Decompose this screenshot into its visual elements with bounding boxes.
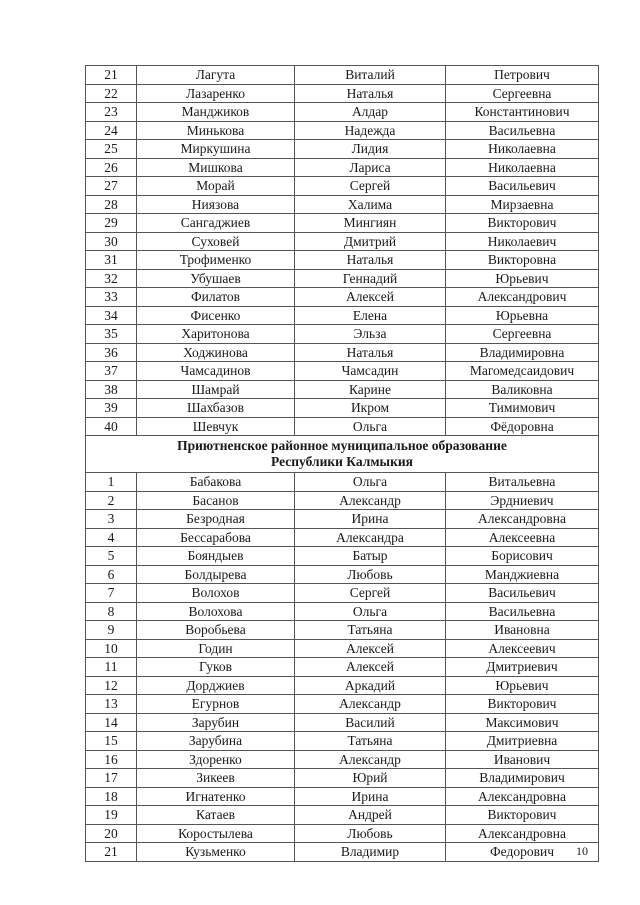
- first-name-cell: Наталья: [295, 251, 446, 270]
- patronymic-cell: Васильевна: [446, 121, 599, 140]
- patronymic-cell: Константинович: [446, 103, 599, 122]
- table-row: [86, 824, 599, 843]
- last-name-cell: Зарубин: [137, 713, 295, 732]
- first-name-cell: Наталья: [295, 343, 446, 362]
- row-number-cell: 3: [86, 510, 137, 529]
- row-number-cell: 29: [86, 214, 137, 233]
- patronymic-cell: Александровна: [446, 787, 599, 806]
- table-row: [86, 158, 599, 177]
- table-row: [86, 473, 599, 492]
- first-name-cell: Лариса: [295, 158, 446, 177]
- row-number-cell: 20: [86, 824, 137, 843]
- patronymic-cell: Валиковна: [446, 380, 599, 399]
- patronymic-cell: Юрьевна: [446, 306, 599, 325]
- last-name-cell: Зикеев: [137, 769, 295, 788]
- row-number-cell: 11: [86, 658, 137, 677]
- last-name-cell: Здоренко: [137, 750, 295, 769]
- table-row: [86, 843, 599, 862]
- table-row: [86, 288, 599, 307]
- row-number-cell: 19: [86, 806, 137, 825]
- row-number-cell: 22: [86, 84, 137, 103]
- last-name-cell: Безродная: [137, 510, 295, 529]
- last-name-cell: Шахбазов: [137, 399, 295, 418]
- table-row: [86, 177, 599, 196]
- first-name-cell: Ирина: [295, 510, 446, 529]
- last-name-cell: Катаев: [137, 806, 295, 825]
- first-name-cell: Икром: [295, 399, 446, 418]
- rows-after-section: [86, 473, 599, 862]
- first-name-cell: Дмитрий: [295, 232, 446, 251]
- table-row: [86, 195, 599, 214]
- first-name-cell: Эльза: [295, 325, 446, 344]
- last-name-cell: Сангаджиев: [137, 214, 295, 233]
- row-number-cell: 34: [86, 306, 137, 325]
- table-row: [86, 510, 599, 529]
- table-row: [86, 676, 599, 695]
- patronymic-cell: Васильевич: [446, 584, 599, 603]
- last-name-cell: Лагута: [137, 66, 295, 85]
- rows-before-section: [86, 66, 599, 436]
- table-row: [86, 362, 599, 381]
- table-row: [86, 121, 599, 140]
- first-name-cell: Ирина: [295, 787, 446, 806]
- last-name-cell: Бабакова: [137, 473, 295, 492]
- table-row: [86, 713, 599, 732]
- row-number-cell: 37: [86, 362, 137, 381]
- table-row: [86, 602, 599, 621]
- section-header-group: [86, 436, 599, 473]
- last-name-cell: Харитонова: [137, 325, 295, 344]
- patronymic-cell: Александровна: [446, 824, 599, 843]
- last-name-cell: Ниязова: [137, 195, 295, 214]
- section-header-cell: [86, 436, 599, 473]
- patronymic-cell: Максимович: [446, 713, 599, 732]
- first-name-cell: Виталий: [295, 66, 446, 85]
- row-number-cell: 24: [86, 121, 137, 140]
- patronymic-cell: Владимировна: [446, 343, 599, 362]
- row-number-cell: 40: [86, 417, 137, 436]
- first-name-cell: Елена: [295, 306, 446, 325]
- table-row: [86, 66, 599, 85]
- roster-table: [85, 65, 599, 862]
- section-header-row: [86, 436, 599, 473]
- table-row: [86, 84, 599, 103]
- last-name-cell: Бессарабова: [137, 528, 295, 547]
- table-row: [86, 621, 599, 640]
- patronymic-cell: Дмитриевич: [446, 658, 599, 677]
- first-name-cell: Татьяна: [295, 621, 446, 640]
- last-name-cell: Егурнов: [137, 695, 295, 714]
- section-title-line1: Приютненское районное муниципальное образование: [177, 438, 507, 453]
- patronymic-cell: Алексеевич: [446, 639, 599, 658]
- row-number-cell: 4: [86, 528, 137, 547]
- table-row: [86, 787, 599, 806]
- patronymic-cell: Викторович: [446, 695, 599, 714]
- table-row: [86, 343, 599, 362]
- last-name-cell: Болдырева: [137, 565, 295, 584]
- row-number-cell: 10: [86, 639, 137, 658]
- first-name-cell: Сергей: [295, 177, 446, 196]
- first-name-cell: Юрий: [295, 769, 446, 788]
- row-number-cell: 39: [86, 399, 137, 418]
- patronymic-cell: Николаевна: [446, 140, 599, 159]
- patronymic-cell: Ивановна: [446, 621, 599, 640]
- patronymic-cell: Николаевич: [446, 232, 599, 251]
- row-number-cell: 23: [86, 103, 137, 122]
- last-name-cell: Минькова: [137, 121, 295, 140]
- row-number-cell: 5: [86, 547, 137, 566]
- first-name-cell: Алдар: [295, 103, 446, 122]
- last-name-cell: Трофименко: [137, 251, 295, 270]
- row-number-cell: 18: [86, 787, 137, 806]
- patronymic-cell: Эрдниевич: [446, 491, 599, 510]
- last-name-cell: Манджиков: [137, 103, 295, 122]
- row-number-cell: 2: [86, 491, 137, 510]
- first-name-cell: Чамсадин: [295, 362, 446, 381]
- row-number-cell: 7: [86, 584, 137, 603]
- last-name-cell: Дорджиев: [137, 676, 295, 695]
- first-name-cell: Татьяна: [295, 732, 446, 751]
- first-name-cell: Карине: [295, 380, 446, 399]
- last-name-cell: Волохов: [137, 584, 295, 603]
- table-row: [86, 251, 599, 270]
- last-name-cell: Фисенко: [137, 306, 295, 325]
- first-name-cell: Сергей: [295, 584, 446, 603]
- table-row: [86, 140, 599, 159]
- table-row: [86, 639, 599, 658]
- first-name-cell: Ольга: [295, 602, 446, 621]
- row-number-cell: 26: [86, 158, 137, 177]
- patronymic-cell: Юрьевич: [446, 269, 599, 288]
- row-number-cell: 33: [86, 288, 137, 307]
- first-name-cell: Алексей: [295, 288, 446, 307]
- last-name-cell: Зарубина: [137, 732, 295, 751]
- last-name-cell: Суховей: [137, 232, 295, 251]
- first-name-cell: Александр: [295, 695, 446, 714]
- table-row: [86, 325, 599, 344]
- first-name-cell: Владимир: [295, 843, 446, 862]
- table-row: [86, 750, 599, 769]
- patronymic-cell: Алексеевна: [446, 528, 599, 547]
- patronymic-cell: Тимимович: [446, 399, 599, 418]
- last-name-cell: Чамсадинов: [137, 362, 295, 381]
- last-name-cell: Филатов: [137, 288, 295, 307]
- first-name-cell: Любовь: [295, 824, 446, 843]
- last-name-cell: Игнатенко: [137, 787, 295, 806]
- patronymic-cell: Васильевна: [446, 602, 599, 621]
- section-title-line2: Республики Калмыкия: [271, 454, 413, 469]
- row-number-cell: 21: [86, 843, 137, 862]
- table-row: [86, 491, 599, 510]
- patronymic-cell: Федорович: [446, 843, 599, 862]
- first-name-cell: Надежда: [295, 121, 446, 140]
- first-name-cell: Алексей: [295, 658, 446, 677]
- row-number-cell: 17: [86, 769, 137, 788]
- last-name-cell: Бояндыев: [137, 547, 295, 566]
- last-name-cell: Лазаренко: [137, 84, 295, 103]
- last-name-cell: Годин: [137, 639, 295, 658]
- patronymic-cell: Юрьевич: [446, 676, 599, 695]
- table-row: [86, 528, 599, 547]
- patronymic-cell: Владимирович: [446, 769, 599, 788]
- patronymic-cell: Александровна: [446, 510, 599, 529]
- patronymic-cell: Сергеевна: [446, 84, 599, 103]
- table-row: [86, 103, 599, 122]
- row-number-cell: 15: [86, 732, 137, 751]
- patronymic-cell: Васильевич: [446, 177, 599, 196]
- first-name-cell: Александр: [295, 750, 446, 769]
- table-row: [86, 658, 599, 677]
- patronymic-cell: Манджиевна: [446, 565, 599, 584]
- first-name-cell: Батыр: [295, 547, 446, 566]
- table-row: [86, 306, 599, 325]
- patronymic-cell: Викторович: [446, 806, 599, 825]
- first-name-cell: Любовь: [295, 565, 446, 584]
- last-name-cell: Ходжинова: [137, 343, 295, 362]
- row-number-cell: 32: [86, 269, 137, 288]
- row-number-cell: 9: [86, 621, 137, 640]
- table-row: [86, 399, 599, 418]
- row-number-cell: 16: [86, 750, 137, 769]
- patronymic-cell: Викторовна: [446, 251, 599, 270]
- row-number-cell: 30: [86, 232, 137, 251]
- row-number-cell: 28: [86, 195, 137, 214]
- first-name-cell: Александра: [295, 528, 446, 547]
- table-row: [86, 769, 599, 788]
- last-name-cell: Мишкова: [137, 158, 295, 177]
- patronymic-cell: Иванович: [446, 750, 599, 769]
- row-number-cell: 36: [86, 343, 137, 362]
- last-name-cell: Шамрай: [137, 380, 295, 399]
- table-row: [86, 232, 599, 251]
- row-number-cell: 8: [86, 602, 137, 621]
- row-number-cell: 25: [86, 140, 137, 159]
- row-number-cell: 14: [86, 713, 137, 732]
- patronymic-cell: Сергеевна: [446, 325, 599, 344]
- table-row: [86, 380, 599, 399]
- first-name-cell: Халима: [295, 195, 446, 214]
- table-row: [86, 732, 599, 751]
- first-name-cell: Андрей: [295, 806, 446, 825]
- row-number-cell: 6: [86, 565, 137, 584]
- patronymic-cell: Мирзаевна: [446, 195, 599, 214]
- last-name-cell: Басанов: [137, 491, 295, 510]
- last-name-cell: Шевчук: [137, 417, 295, 436]
- table-row: [86, 565, 599, 584]
- last-name-cell: Коростылева: [137, 824, 295, 843]
- patronymic-cell: Николаевна: [446, 158, 599, 177]
- last-name-cell: Миркушина: [137, 140, 295, 159]
- first-name-cell: Аркадий: [295, 676, 446, 695]
- last-name-cell: Воробьева: [137, 621, 295, 640]
- table-row: [86, 584, 599, 603]
- first-name-cell: Мингиян: [295, 214, 446, 233]
- patronymic-cell: Борисович: [446, 547, 599, 566]
- table-row: [86, 417, 599, 436]
- first-name-cell: Наталья: [295, 84, 446, 103]
- patronymic-cell: Витальевна: [446, 473, 599, 492]
- row-number-cell: 1: [86, 473, 137, 492]
- last-name-cell: Кузьменко: [137, 843, 295, 862]
- patronymic-cell: Петрович: [446, 66, 599, 85]
- first-name-cell: Ольга: [295, 473, 446, 492]
- row-number-cell: 13: [86, 695, 137, 714]
- row-number-cell: 31: [86, 251, 137, 270]
- first-name-cell: Геннадий: [295, 269, 446, 288]
- row-number-cell: 27: [86, 177, 137, 196]
- patronymic-cell: Дмитриевна: [446, 732, 599, 751]
- last-name-cell: Убушаев: [137, 269, 295, 288]
- page-number: 10: [576, 844, 588, 858]
- table-row: [86, 547, 599, 566]
- patronymic-cell: Викторович: [446, 214, 599, 233]
- first-name-cell: Алексей: [295, 639, 446, 658]
- last-name-cell: Волохова: [137, 602, 295, 621]
- last-name-cell: Морай: [137, 177, 295, 196]
- last-name-cell: Гуков: [137, 658, 295, 677]
- first-name-cell: Александр: [295, 491, 446, 510]
- patronymic-cell: Александрович: [446, 288, 599, 307]
- table-row: [86, 695, 599, 714]
- patronymic-cell: Фёдоровна: [446, 417, 599, 436]
- row-number-cell: 35: [86, 325, 137, 344]
- table-row: [86, 806, 599, 825]
- first-name-cell: Ольга: [295, 417, 446, 436]
- first-name-cell: Лидия: [295, 140, 446, 159]
- row-number-cell: 38: [86, 380, 137, 399]
- row-number-cell: 12: [86, 676, 137, 695]
- first-name-cell: Василий: [295, 713, 446, 732]
- table-row: [86, 269, 599, 288]
- patronymic-cell: Магомедсаидович: [446, 362, 599, 381]
- table-row: [86, 214, 599, 233]
- row-number-cell: 21: [86, 66, 137, 85]
